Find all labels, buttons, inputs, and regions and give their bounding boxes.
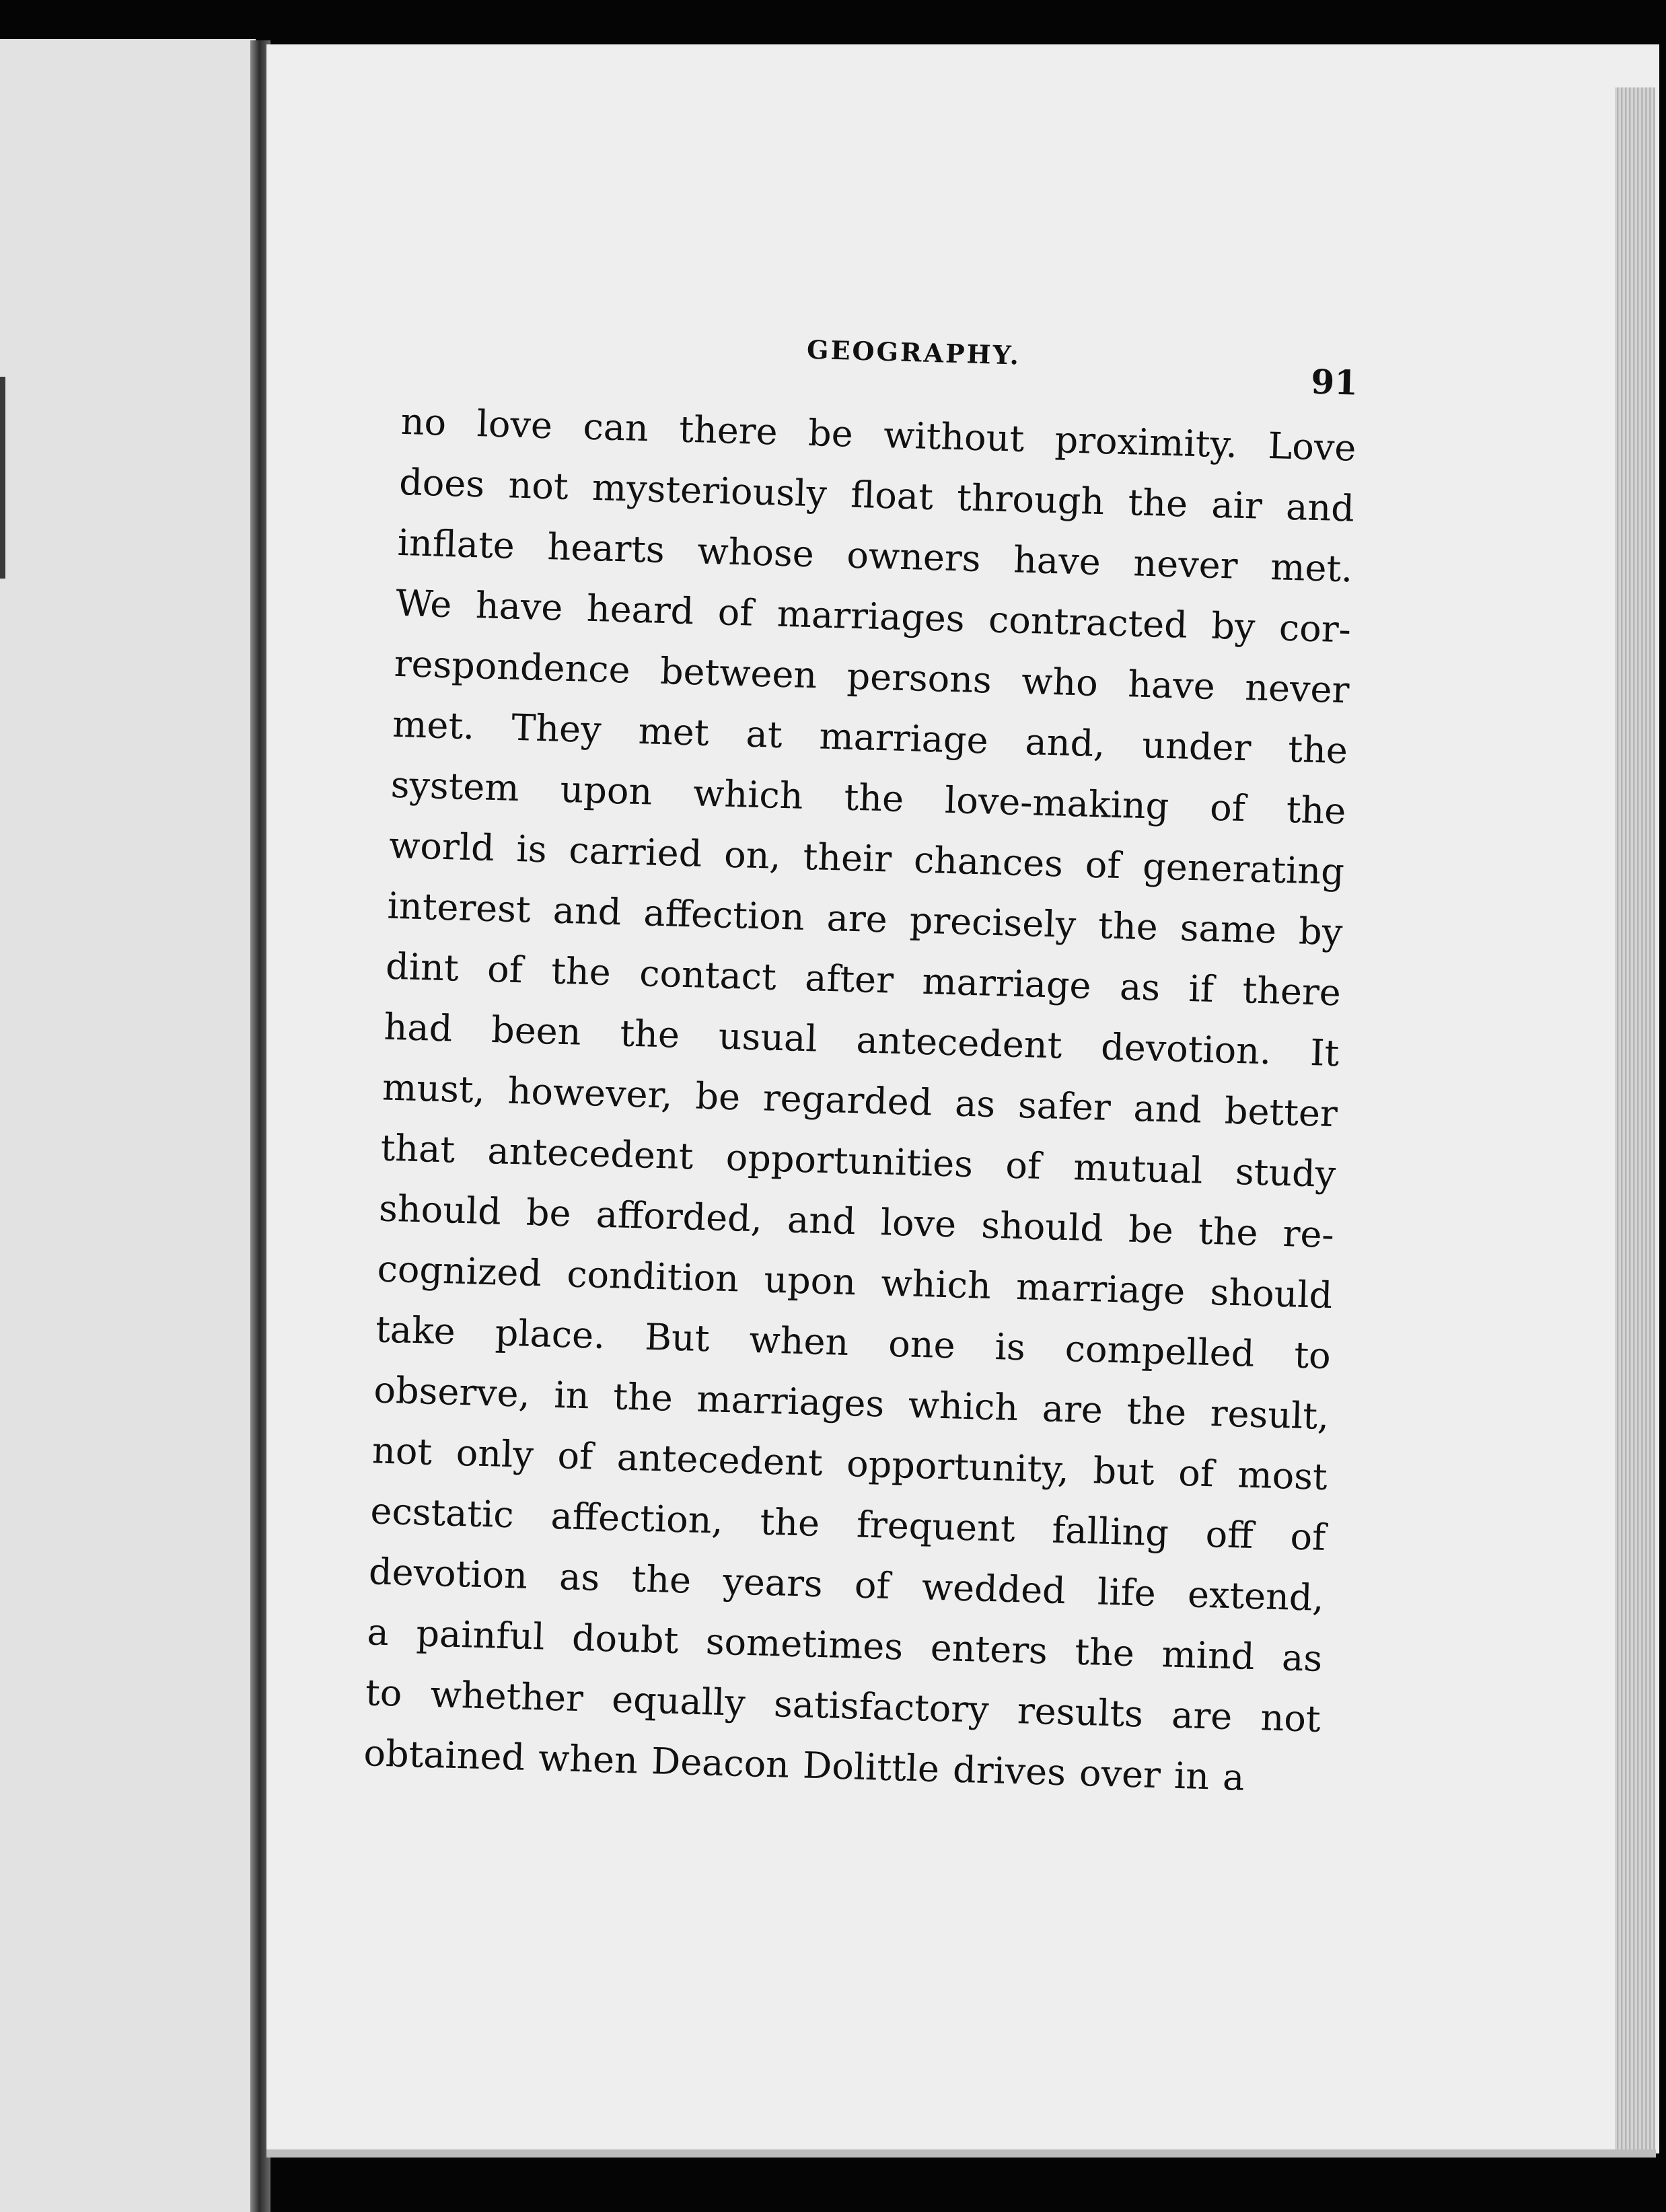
facing-page-edge xyxy=(0,377,5,579)
text-line: a painful doubt sometimes enters the mind as xyxy=(366,1611,1323,1680)
text-line: devotion as the years of wedded life extend, xyxy=(368,1550,1325,1619)
text-line: obtained when Deacon Dolittle drives over in a xyxy=(363,1732,1245,1799)
text-line: system upon which the love-making of the xyxy=(390,763,1347,833)
facing-page xyxy=(0,39,256,2212)
text-line: ecstatic affection, the frequent falling off of xyxy=(369,1489,1327,1559)
text-line: to whether equally satisfactory results are not xyxy=(365,1671,1321,1740)
page-bottom-edge xyxy=(266,2149,1656,2158)
text-line: should be afforded, and love should be the re- xyxy=(378,1187,1335,1257)
text-line: interest and affection are precisely the same by xyxy=(386,884,1344,954)
text-line: We have heard of marriages contracted by cor- xyxy=(395,581,1352,651)
text-line: does not mysteriously float through the air and xyxy=(398,460,1355,530)
body-text xyxy=(363,392,1356,1810)
text-line: inflate hearts whose owners have never met. xyxy=(397,521,1354,591)
text-line: not only of antecedent opportunity, but of most xyxy=(371,1429,1328,1498)
text-line: take place. But when one is compelled to xyxy=(375,1308,1332,1378)
text-line: dint of the contact after marriage as if there xyxy=(385,945,1342,1015)
text-line: met. They met at marriage and, under the xyxy=(392,702,1348,772)
running-head: GEOGRAPHY. xyxy=(806,334,1021,371)
text-line: had been the usual antecedent devotion. It xyxy=(383,1005,1340,1075)
text-line: must, however, be regarded as safer and better xyxy=(382,1066,1338,1136)
text-line: cognized condition upon which marriage should xyxy=(376,1247,1334,1317)
text-line: observe, in the marriages which are the result, xyxy=(373,1368,1330,1438)
text-line: no love can there be without proximity. Love xyxy=(400,400,1357,470)
text-line: world is carried on, their chances of generating xyxy=(388,823,1345,893)
page-content xyxy=(363,323,1359,1810)
text-line: that antecedent opportunities of mutual study xyxy=(379,1126,1337,1196)
page-edges xyxy=(1615,87,1655,2156)
page-number: 91 xyxy=(1310,361,1359,403)
text-line: respondence between persons who have never xyxy=(393,642,1350,712)
